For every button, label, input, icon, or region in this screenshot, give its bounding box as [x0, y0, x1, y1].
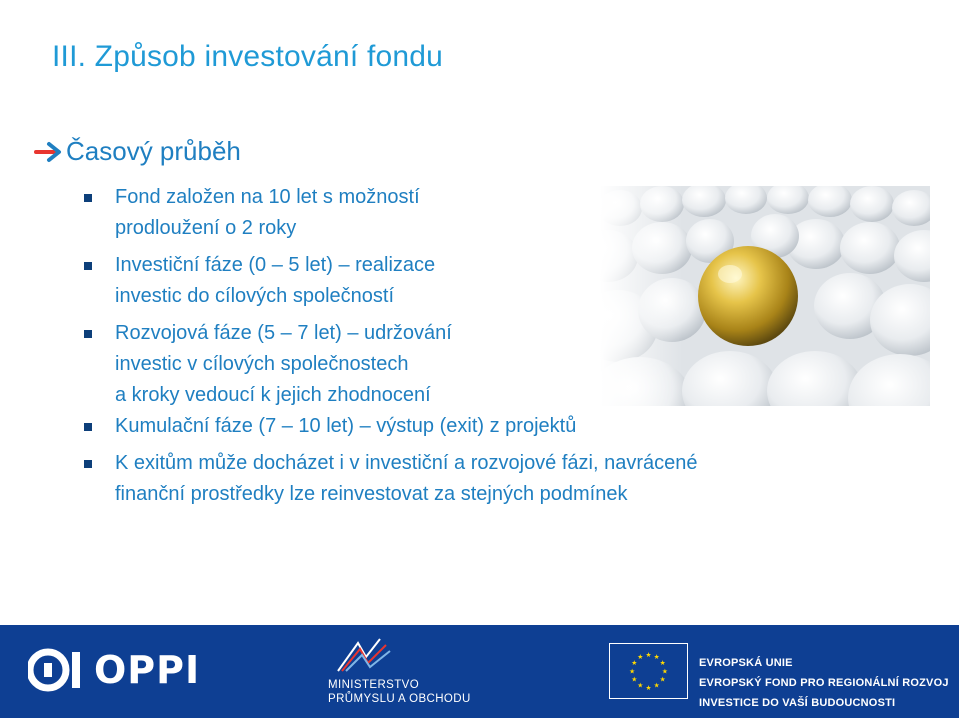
bullet-line: investic do cílových společností [115, 285, 395, 307]
eu-line: EVROPSKÝ FOND PRO REGIONÁLNÍ ROZVOJ [699, 677, 949, 689]
eu-star-icon: ★ [661, 668, 668, 676]
bullet-item [0, 411, 900, 442]
eu-star-icon: ★ [653, 682, 660, 690]
square-bullet-icon [84, 423, 92, 431]
oppi-logo [28, 647, 200, 693]
eu-star-icon: ★ [645, 652, 652, 660]
section-title: Časový průběh [66, 136, 241, 166]
bullet-line: investic v cílových společnostech [115, 353, 409, 375]
eu-star-icon: ★ [659, 660, 666, 668]
slide-title: III. Způsob investování fondu [52, 40, 444, 73]
footer-bar [0, 625, 959, 718]
eu-star-icon: ★ [637, 682, 644, 690]
bullet-line: a kroky vedoucí k jejich zhodnocení [115, 384, 431, 406]
eu-star-icon: ★ [631, 660, 638, 668]
arrow-right-icon [34, 141, 64, 163]
eu-star-icon: ★ [629, 668, 636, 676]
ministry-logo [328, 637, 471, 706]
square-bullet-icon [84, 460, 92, 468]
square-bullet-icon [84, 262, 92, 270]
eu-star-icon: ★ [645, 684, 652, 692]
eu-star-icon: ★ [631, 676, 638, 684]
square-bullet-icon [84, 330, 92, 338]
eu-star-icon: ★ [653, 654, 660, 662]
eu-line: EVROPSKÁ UNIE [699, 657, 793, 669]
ministry-emblem-icon [328, 637, 398, 673]
bullet-line: finanční prostředky lze reinvestovat za stejných podmínek [115, 483, 628, 505]
ministry-name [328, 678, 471, 706]
eu-line: INVESTICE DO VAŠÍ BUDOUCNOSTI [699, 697, 896, 709]
eu-text [699, 653, 949, 713]
golden-egg-image [600, 186, 930, 406]
bullet-line: prodloužení o 2 roky [115, 217, 297, 239]
ministry-line: PRŮMYSLU A OBCHODU [328, 693, 471, 705]
bullet-line: Investiční fáze (0 – 5 let) – realizace [115, 254, 436, 276]
ministry-line: MINISTERSTVO [328, 679, 420, 691]
bullet-line: K exitům může docházet i v investiční a rozvojové fázi, navrácené [115, 452, 698, 474]
oppi-mark-icon [28, 647, 80, 693]
bullet-item [0, 448, 900, 510]
eu-star-icon: ★ [659, 676, 666, 684]
bullet-line: Kumulační fáze (7 – 10 let) – výstup (exit) z projektů [115, 415, 577, 437]
oppi-logo-text: OPPI [94, 648, 201, 692]
square-bullet-icon [84, 194, 92, 202]
eu-star-icon: ★ [637, 654, 644, 662]
bullet-line: Fond založen na 10 let s možností [115, 186, 420, 208]
eu-flag-icon [609, 643, 688, 699]
section-heading [34, 136, 241, 167]
bullet-line: Rozvojová fáze (5 – 7 let) – udržování [115, 322, 452, 344]
